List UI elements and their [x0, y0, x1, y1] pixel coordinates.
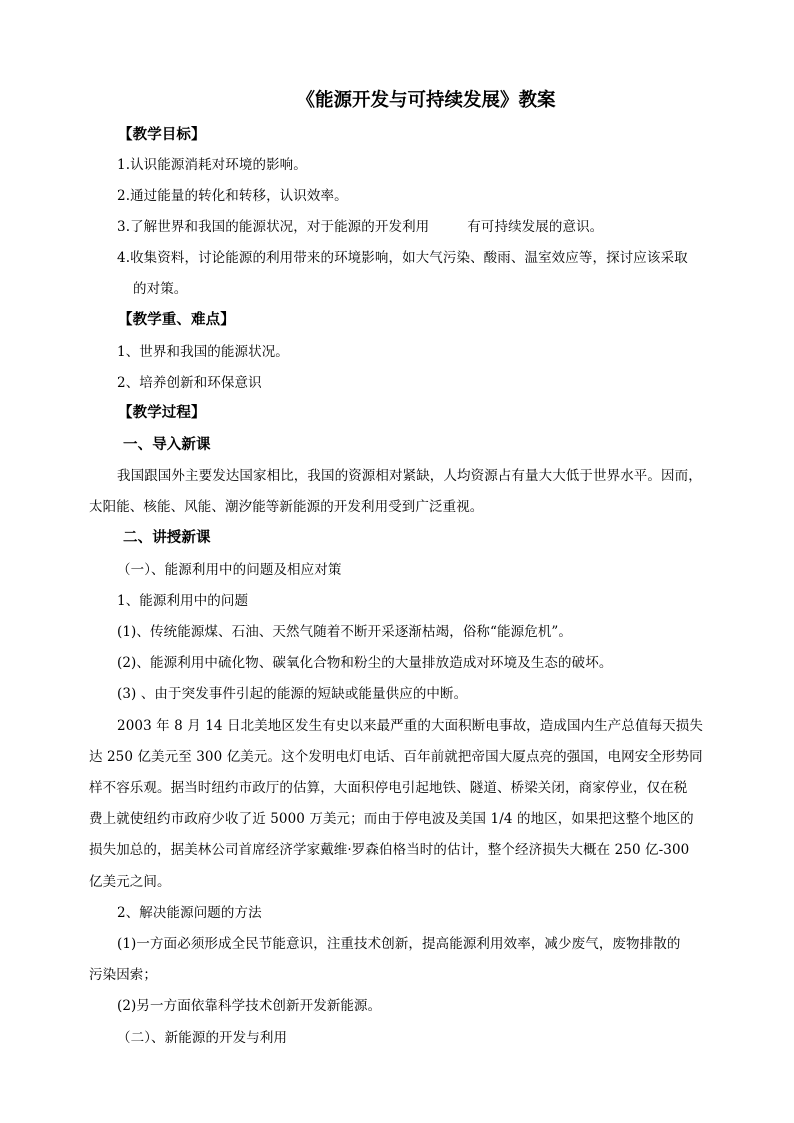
problem-item-3: (3) 、由于突发事件引起的能源的短缺或能量供应的中断。 [117, 686, 468, 702]
goal-item-4: 4.收集资料，讨论能源的利用带来的环境影响，如大气污染、酸雨、温室效应等，探讨应该采取 [117, 250, 688, 266]
subsection-1-heading: （一）、能源利用中的问题及相应对策 [117, 562, 342, 578]
teaching-process-heading: 【教学过程】 [118, 404, 206, 421]
case-paragraph-line-1: 2003 年 8 月 14 日北美地区发生有史以来最严重的大面积断电事故，造成国内生产总值每天损失 [117, 718, 703, 734]
problem-item-2: (2)、能源利用中硫化物、碳氧化合物和粉尘的大量排放造成对环境及生态的破坏。 [117, 655, 613, 671]
case-paragraph-line-4: 费上就使纽约市政府少收了近 5000 万美元；而由于停电波及美国 1/4 的地区，如果把这整个地区的 [89, 811, 694, 827]
goal-item-3 [117, 218, 603, 236]
case-paragraph-line-5: 损失加总的，据美林公司首席经济学家戴维·罗森伯格当时的估计，整个经济损失大概在 250 亿-300 [89, 842, 690, 858]
problem-item-1: (1)、传统能源煤、石油、天然气随着不断开采逐渐枯竭，俗称“能源危机”。 [117, 624, 573, 640]
teaching-goals-heading: 【教学目标】 [118, 126, 206, 143]
solution-item-2: (2)另一方面依靠科学技术创新开发新能源。 [117, 998, 382, 1014]
solution-item-1: (1)一方面必须形成全民节能意识，注重技术创新，提高能源利用效率，减少废气，废物排散的 [117, 936, 681, 952]
case-paragraph-line-3: 样不容乐观。据当时纽约市政厅的估算，大面积停电引起地铁、隧道、桥梁关闭，商家停业，仅在税 [89, 780, 688, 796]
solutions-heading: 2、解决能源问题的方法 [117, 905, 262, 921]
page-title: 《能源开发与可持续发展》教案 [296, 90, 556, 111]
subsection-2-heading: （二）、新能源的开发与利用 [117, 1030, 288, 1046]
key-points-heading: 【教学重、难点】 [118, 311, 235, 328]
intro-paragraph-line-1: 我国跟国外主要发达国家相比，我国的资源相对紧缺，人均资源占有量大大低于世界水平。因而， [117, 468, 702, 484]
intro-heading: 一、导入新课 [123, 436, 211, 453]
teach-heading: 二、讲授新课 [123, 529, 211, 546]
problems-heading: 1、能源利用中的问题 [117, 593, 249, 609]
key-point-1: 1、世界和我国的能源状况。 [117, 344, 289, 360]
goal-item-3-part-2: 有可持续发展的意识。 [467, 219, 604, 235]
goal-item-4-continued: 的对策。 [133, 281, 188, 297]
key-point-2: 2、培养创新和环保意识 [117, 375, 262, 391]
intro-paragraph-line-2: 太阳能、核能、风能、潮汐能等新能源的开发利用受到广泛重视。 [89, 499, 484, 515]
goal-item-1: 1.认识能源消耗对环境的影响。 [117, 157, 307, 173]
goal-item-2: 2.通过能量的转化和转移，认识效率。 [117, 188, 348, 204]
case-paragraph-line-2: 达 250 亿美元至 300 亿美元。这个发明电灯电话、百年前就把帝国大厦点亮的强国，电网安全形势同 [89, 749, 703, 765]
solution-item-1-continued: 污染因索； [89, 967, 157, 983]
goal-item-3-part-1: 3.了解世界和我国的能源状况，对于能源的开发利用 [117, 219, 430, 235]
case-paragraph-line-6: 亿美元之间。 [89, 874, 171, 890]
